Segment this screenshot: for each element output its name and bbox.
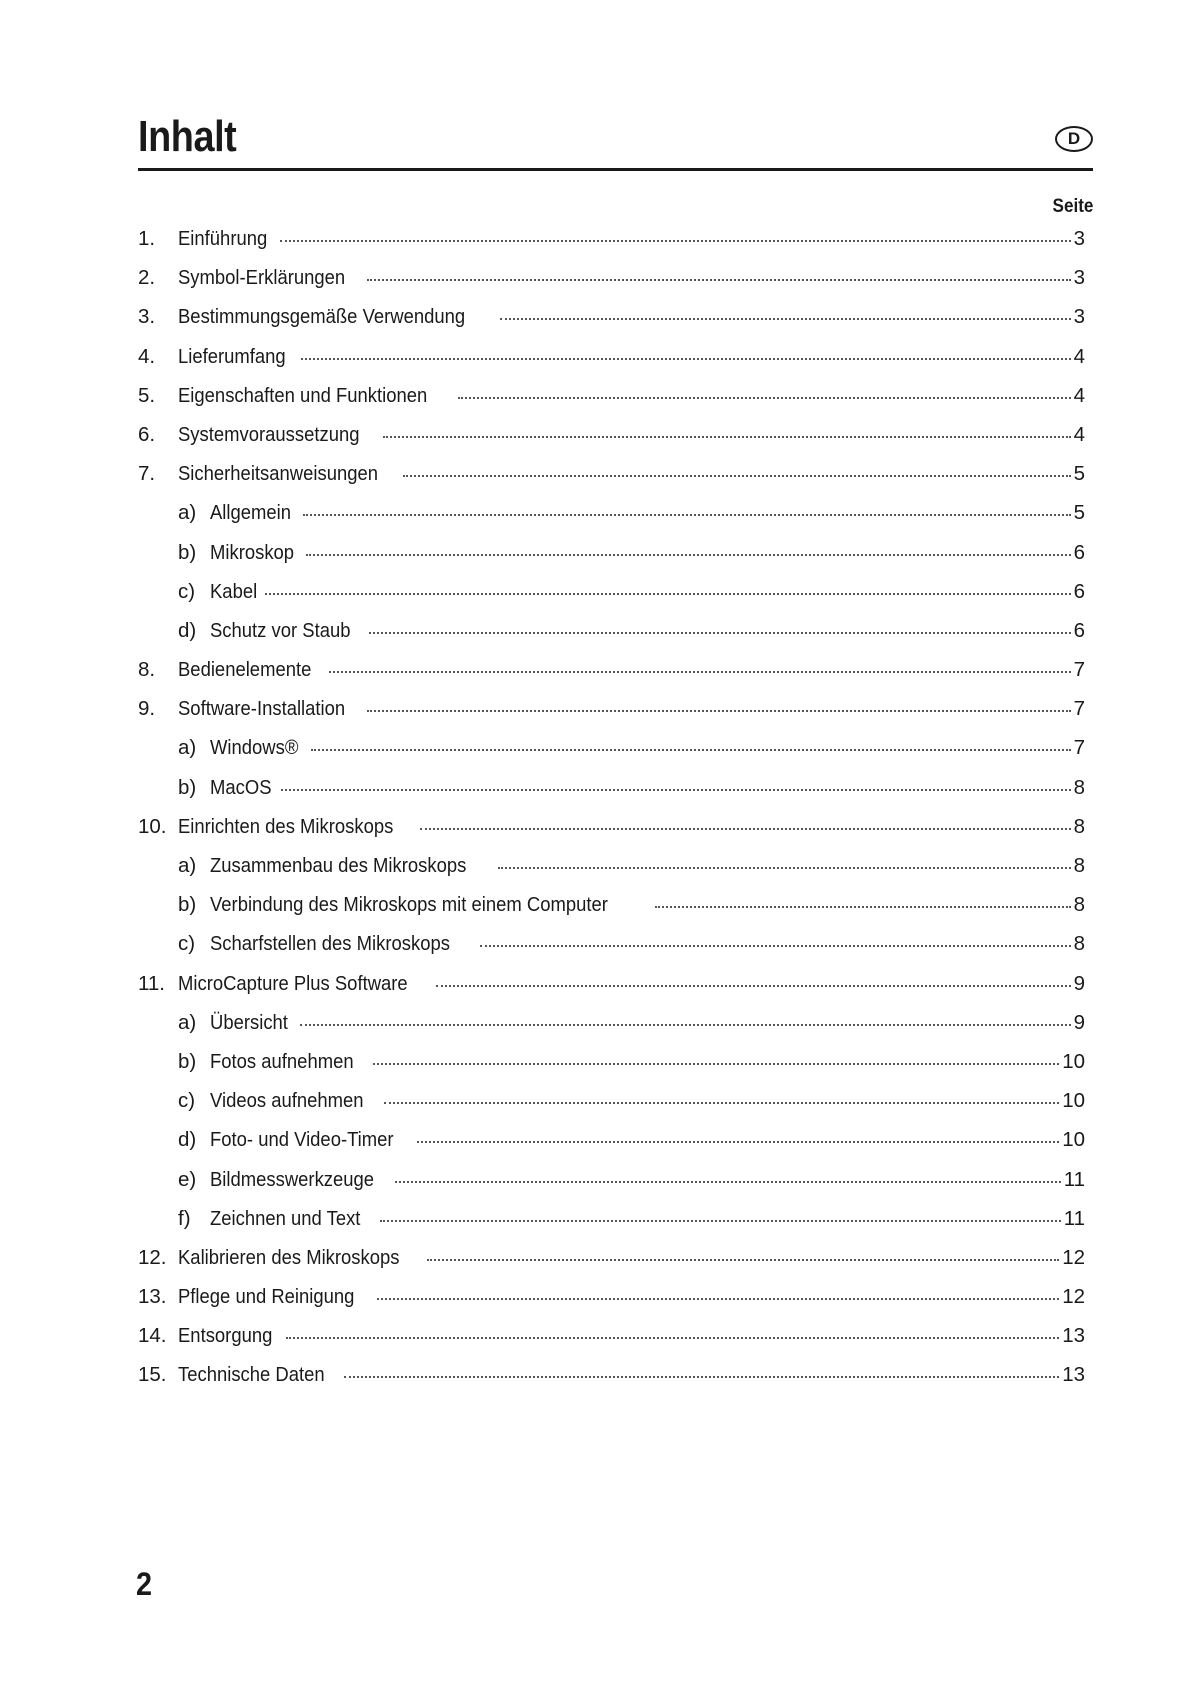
toc-dot-leader xyxy=(286,1336,1059,1339)
toc-dot-leader xyxy=(281,788,1070,791)
toc-dot-leader xyxy=(369,631,1070,634)
toc-page-number: 5 xyxy=(1073,501,1085,525)
toc-page-number: 11 xyxy=(1063,1167,1085,1191)
toc-dot-leader xyxy=(403,474,1070,477)
toc-entry[interactable] xyxy=(138,1089,1085,1128)
toc-entry-title: Allgemein xyxy=(210,501,292,525)
toc-page-number: 8 xyxy=(1073,814,1085,838)
toc-entry-title: Videos aufnehmen xyxy=(210,1089,364,1113)
toc-entry-title: Bestimmungsgemäße Verwendung xyxy=(178,305,466,329)
toc-entry-title: Schutz vor Staub xyxy=(210,618,351,642)
toc-page-number: 12 xyxy=(1062,1285,1085,1309)
toc-entry[interactable] xyxy=(138,658,1085,697)
toc-section-number: 7. xyxy=(138,462,156,486)
toc-section-number: 3. xyxy=(138,305,156,329)
toc-entry[interactable] xyxy=(138,736,1085,775)
toc-section-number: 1. xyxy=(138,227,156,250)
toc-entry-title: Symbol-Erklärungen xyxy=(178,266,346,290)
toc-page-number: 9 xyxy=(1073,971,1085,995)
toc-entry[interactable] xyxy=(138,541,1085,580)
toc-entry[interactable] xyxy=(138,423,1085,462)
toc-entry[interactable] xyxy=(138,854,1085,893)
toc-subsection-letter: d) xyxy=(178,618,197,642)
toc-dot-leader xyxy=(301,357,1071,360)
toc-entry-title: Einführung xyxy=(178,227,268,250)
toc-subsection-letter: f) xyxy=(178,1206,191,1230)
toc-section-number: 2. xyxy=(138,266,156,290)
toc-entry[interactable] xyxy=(138,227,1085,266)
toc-dot-leader xyxy=(458,396,1071,399)
toc-section-number: 4. xyxy=(138,344,156,368)
toc-section-number: 9. xyxy=(138,697,156,721)
toc-entry-title: MacOS xyxy=(210,775,272,799)
toc-dot-leader xyxy=(500,317,1071,320)
toc-page-number: 3 xyxy=(1073,227,1085,250)
toc-entry[interactable] xyxy=(138,1246,1085,1285)
toc-entry-title: Verbindung des Mikroskops mit einem Computer xyxy=(210,893,608,917)
toc-page-number: 8 xyxy=(1073,854,1085,877)
toc-dot-leader xyxy=(498,866,1071,869)
toc-entry-title: Einrichten des Mikroskops xyxy=(178,814,394,838)
toc-section-number: 15. xyxy=(138,1363,167,1387)
toc-entry[interactable] xyxy=(138,1128,1085,1167)
toc-subsection-letter: a) xyxy=(178,854,197,877)
toc-dot-leader xyxy=(383,435,1071,438)
toc-entry[interactable] xyxy=(138,932,1085,971)
toc-subsection-letter: a) xyxy=(178,501,197,525)
toc-entry-title: MicroCapture Plus Software xyxy=(178,971,408,995)
toc-dot-leader xyxy=(655,905,1071,908)
toc-entry-title: Bildmesswerkzeuge xyxy=(210,1167,375,1191)
toc-subsection-letter: c) xyxy=(178,932,196,956)
toc-entry-title: Foto- und Video-Timer xyxy=(210,1128,394,1152)
toc-section-number: 14. xyxy=(138,1324,167,1348)
toc-entry[interactable] xyxy=(138,305,1085,344)
toc-entry-title: Sicherheitsanweisungen xyxy=(178,462,379,486)
toc-subsection-letter: b) xyxy=(178,1049,197,1073)
toc-entry[interactable] xyxy=(138,266,1085,305)
toc-page-number: 11 xyxy=(1063,1206,1085,1230)
toc-entry[interactable] xyxy=(138,1324,1085,1363)
toc-dot-leader xyxy=(417,1140,1059,1143)
toc-entry[interactable] xyxy=(138,893,1085,932)
toc-subsection-letter: c) xyxy=(178,1089,196,1113)
toc-entry[interactable] xyxy=(138,972,1085,1011)
toc-section-number: 6. xyxy=(138,422,156,446)
toc-dot-leader xyxy=(311,748,1070,751)
toc-entry[interactable] xyxy=(138,462,1085,501)
toc-subsection-letter: a) xyxy=(178,736,197,760)
toc-entry-title: Systemvoraussetzung xyxy=(178,422,360,446)
toc-entry-title: Software-Installation xyxy=(178,697,346,721)
page-number: 2 xyxy=(136,1566,153,1602)
toc-entry-title: Kalibrieren des Mikroskops xyxy=(178,1245,400,1269)
toc-page-number: 13 xyxy=(1062,1324,1085,1348)
language-badge: D xyxy=(1055,126,1093,152)
toc-entry-title: Entsorgung xyxy=(178,1324,273,1348)
toc-dot-leader xyxy=(436,984,1070,987)
toc-subsection-letter: d) xyxy=(178,1128,197,1152)
toc-entry-title: Technische Daten xyxy=(178,1363,325,1387)
toc-entry-title: Zeichnen und Text xyxy=(210,1206,361,1230)
toc-entry[interactable] xyxy=(138,501,1085,540)
toc-dot-leader xyxy=(367,278,1071,281)
toc-section-number: 13. xyxy=(138,1285,167,1309)
toc-dot-leader xyxy=(265,592,1070,595)
toc-section-number: 12. xyxy=(138,1245,167,1269)
toc-page-number: 10 xyxy=(1062,1049,1085,1073)
toc-entry[interactable] xyxy=(138,1011,1085,1050)
toc-page-number: 7 xyxy=(1073,736,1085,760)
toc-dot-leader xyxy=(420,827,1070,830)
toc-page-number: 10 xyxy=(1062,1128,1085,1152)
toc-entry-title: Windows® xyxy=(210,736,299,760)
toc-entry[interactable] xyxy=(138,384,1085,423)
toc-dot-leader xyxy=(380,1219,1061,1222)
page-header xyxy=(138,108,1093,171)
toc-entry-title: Fotos aufnehmen xyxy=(210,1049,354,1073)
toc-section-number: 8. xyxy=(138,658,156,682)
toc-page-number: 10 xyxy=(1062,1089,1085,1113)
toc-dot-leader xyxy=(480,944,1071,947)
toc-entry[interactable] xyxy=(138,1363,1085,1402)
toc-dot-leader xyxy=(373,1062,1060,1065)
toc-entry[interactable] xyxy=(138,1168,1085,1207)
toc-page-number: 7 xyxy=(1073,697,1085,721)
toc-page-number: 6 xyxy=(1073,618,1085,642)
toc-entry-title: Scharfstellen des Mikroskops xyxy=(210,932,450,956)
page-title: Inhalt xyxy=(138,112,237,161)
toc-section-number: 5. xyxy=(138,383,156,407)
toc-dot-leader xyxy=(300,1023,1071,1026)
toc-page-number: 8 xyxy=(1073,932,1085,956)
toc-entry-title: Bedienelemente xyxy=(178,658,312,682)
toc-page-number: 8 xyxy=(1073,893,1085,917)
toc-subsection-letter: b) xyxy=(178,540,197,564)
toc-dot-leader xyxy=(280,239,1070,242)
toc-page-number: 3 xyxy=(1073,305,1085,329)
toc-dot-leader xyxy=(306,553,1070,556)
toc-entry[interactable] xyxy=(138,697,1085,736)
toc-entry-title: Pflege und Reinigung xyxy=(178,1285,355,1309)
toc-page-number: 6 xyxy=(1073,540,1085,564)
toc-subsection-letter: b) xyxy=(178,893,197,917)
toc-entry[interactable] xyxy=(138,1050,1085,1089)
toc-page-number: 9 xyxy=(1073,1010,1085,1034)
toc-subsection-letter: c) xyxy=(178,579,196,603)
toc-dot-leader xyxy=(427,1258,1059,1261)
toc-page-number: 4 xyxy=(1073,344,1085,368)
toc-page-number: 7 xyxy=(1073,658,1085,682)
toc-entry-title: Mikroskop xyxy=(210,540,295,564)
toc-entry-title: Zusammenbau des Mikroskops xyxy=(210,854,467,877)
toc-dot-leader xyxy=(303,513,1071,516)
toc-page-number: 5 xyxy=(1073,462,1085,486)
toc-dot-leader xyxy=(367,709,1071,712)
toc-section-number: 10. xyxy=(138,814,167,838)
toc-section-number: 11. xyxy=(138,971,165,995)
table-of-contents xyxy=(138,227,1085,1403)
toc-page-number: 6 xyxy=(1073,579,1085,603)
toc-entry-title: Lieferumfang xyxy=(178,344,286,368)
toc-entry[interactable] xyxy=(138,345,1085,384)
toc-entry-title: Kabel xyxy=(210,579,258,603)
toc-page-number: 13 xyxy=(1062,1363,1085,1387)
toc-entry[interactable] xyxy=(138,776,1085,815)
toc-page-number: 12 xyxy=(1062,1245,1085,1269)
toc-page-number: 4 xyxy=(1073,422,1085,446)
toc-entry[interactable] xyxy=(138,815,1085,854)
toc-page-number: 3 xyxy=(1073,266,1085,290)
toc-entry[interactable] xyxy=(138,1285,1085,1324)
toc-dot-leader xyxy=(384,1101,1060,1104)
toc-subsection-letter: b) xyxy=(178,775,197,799)
toc-dot-leader xyxy=(377,1297,1059,1300)
page-column-label: Seite xyxy=(1052,196,1093,217)
toc-entry-title: Eigenschaften und Funktionen xyxy=(178,383,428,407)
toc-page-number: 4 xyxy=(1073,383,1085,407)
toc-entry-title: Übersicht xyxy=(210,1010,288,1034)
toc-dot-leader xyxy=(395,1180,1060,1183)
toc-dot-leader xyxy=(344,1375,1059,1378)
toc-entry[interactable] xyxy=(138,619,1085,658)
toc-subsection-letter: a) xyxy=(178,1010,197,1034)
toc-entry[interactable] xyxy=(138,1207,1085,1246)
toc-entry[interactable] xyxy=(138,580,1085,619)
toc-subsection-letter: e) xyxy=(178,1167,197,1191)
toc-page-number: 8 xyxy=(1073,775,1085,799)
toc-dot-leader xyxy=(329,670,1070,673)
